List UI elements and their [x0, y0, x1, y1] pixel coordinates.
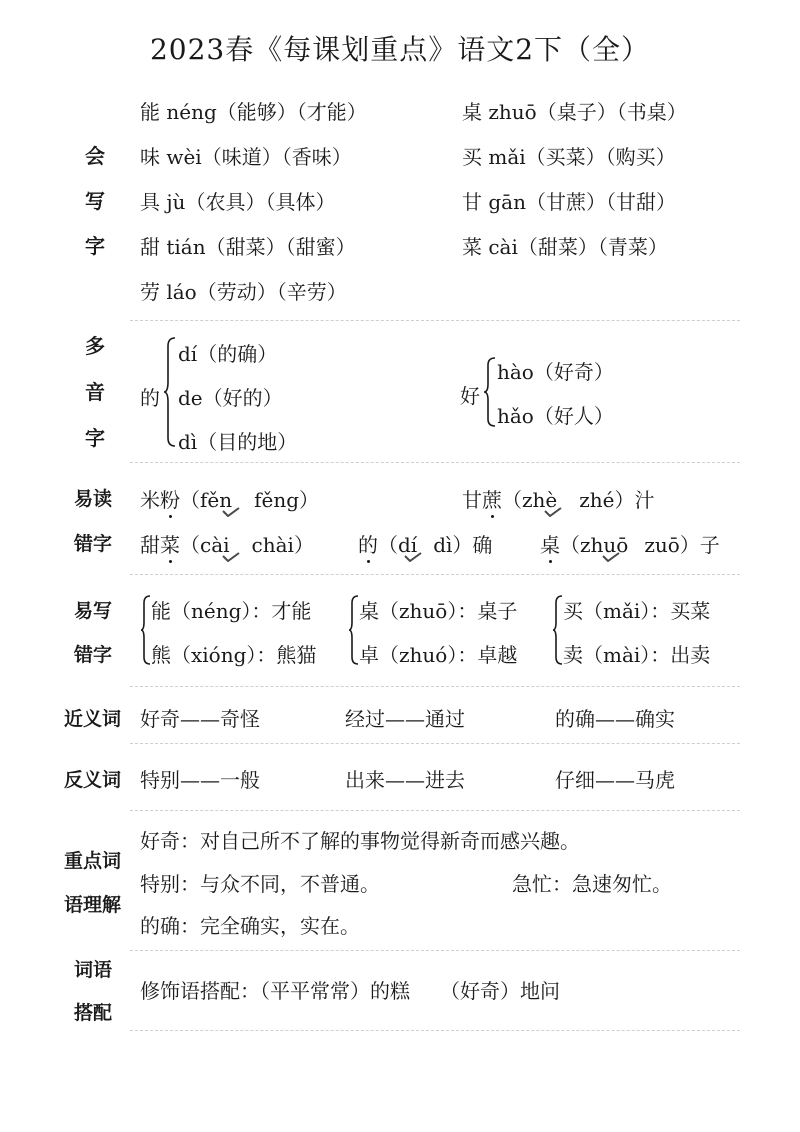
miswrite-item: 熊（xióng）：熊猫	[151, 643, 317, 667]
word-item: 劳 láo（劳动）（辛劳）	[140, 280, 347, 304]
synonym-pair: 的确——确实	[555, 707, 675, 731]
checkmark-icon	[222, 507, 240, 517]
section-label-yixie: 易写	[74, 600, 113, 622]
correct-reading: zhuō	[580, 533, 629, 557]
word-item: 能 néng（能够）（才能）	[140, 100, 367, 124]
section-label-collocation2: 搭配	[74, 1002, 113, 1024]
definition-line: 好奇：对自己所不了解的事物觉得新奇而感兴趣。	[140, 829, 580, 853]
section-label-synonyms: 近义词	[64, 708, 122, 730]
definition-line: 特别：与众不同，不普通。	[140, 872, 380, 896]
synonym-pair: 好奇——奇怪	[140, 707, 260, 731]
miswrite-item: 卓（zhuó）：卓越	[359, 643, 518, 667]
word-item: 甘 gān（甘蔗）（甘甜）	[462, 190, 676, 214]
word-item: 买 mǎi（买菜）（购买）	[462, 145, 676, 169]
definition-line: 的确：完全确实，实在。	[140, 914, 360, 938]
section-label-duo: 多	[85, 334, 105, 358]
section-divider	[130, 320, 740, 321]
section-divider	[130, 686, 740, 687]
section-label-yin: 音	[85, 380, 105, 404]
antonym-pair: 仔细——马虎	[555, 768, 675, 792]
miswrite-item: 桌（zhuō）：桌子	[359, 599, 518, 623]
wrong-reading: zhé	[579, 488, 615, 512]
brace-icon	[483, 356, 497, 428]
section-divider	[130, 462, 740, 463]
misread-item: 甘蔗（zhè zhé）汁	[462, 484, 655, 513]
checkmark-icon	[544, 507, 562, 517]
page-title: 2023春《每课划重点》语文2下（全）	[149, 33, 651, 66]
brace-icon	[163, 336, 177, 448]
misread-item: 的（dí dì）确	[358, 529, 492, 558]
section-label-cuozi: 错字	[74, 533, 113, 555]
section-label-keywords: 重点词	[64, 850, 122, 872]
misread-item: 米粉（fěn fěng）	[140, 484, 319, 513]
word-item: 味 wèi（味道）（香味）	[140, 145, 352, 169]
word-item: 具 jù（农具）（具体）	[140, 190, 336, 214]
section-label-zi: 字	[85, 234, 105, 258]
section-divider	[130, 574, 740, 575]
polyphone-reading: hǎo（好人）	[497, 404, 614, 428]
polyphone-reading: hào（好奇）	[497, 360, 614, 384]
misread-item: 甜菜（cài chài）	[140, 529, 314, 558]
miswrite-item: 买（mǎi）：买菜	[563, 599, 711, 623]
section-divider	[130, 743, 740, 744]
antonym-pair: 出来——进去	[345, 768, 465, 792]
word-item: 甜 tián（甜菜）（甜蜜）	[140, 235, 356, 259]
correct-reading: cài	[200, 533, 230, 557]
section-label-collocation: 词语	[74, 959, 113, 981]
miswrite-item: 能（néng）：才能	[151, 599, 312, 623]
section-label-zi2: 字	[85, 426, 105, 450]
word-item: 桌 zhuō（桌子）（书桌）	[462, 100, 687, 124]
checkmark-icon	[404, 552, 422, 562]
collocation-line: 修饰语搭配：（平平常常）的糕 （好奇）地问	[140, 979, 560, 1003]
wrong-reading: dì	[433, 533, 453, 557]
section-label-antonyms: 反义词	[64, 769, 122, 791]
polyphone-char: 的	[140, 386, 160, 410]
correct-reading: dí	[398, 533, 418, 557]
polyphone-reading: de（好的）	[178, 386, 283, 410]
wrong-reading: chài	[251, 533, 294, 557]
section-label-cuozi2: 错字	[74, 644, 113, 666]
miswrite-item: 卖（mài）：出卖	[563, 643, 711, 667]
word-item: 菜 cài（甜菜）（青菜）	[462, 235, 668, 259]
section-divider	[130, 950, 740, 951]
section-label-yidu: 易读	[74, 488, 113, 510]
section-label-hui: 会	[85, 144, 105, 168]
section-divider	[130, 810, 740, 811]
correct-reading: zhè	[522, 488, 558, 512]
synonym-pair: 经过——通过	[345, 707, 465, 731]
misread-item: 桌（zhuō zuō）子	[540, 529, 720, 558]
polyphone-reading: dì（目的地）	[178, 430, 298, 454]
wrong-reading: zuō	[644, 533, 680, 557]
definition-line: 急忙：急速匆忙。	[512, 872, 672, 896]
checkmark-icon	[222, 552, 240, 562]
checkmark-icon	[602, 552, 620, 562]
section-divider	[130, 1030, 740, 1031]
section-label-keywords2: 语理解	[64, 894, 122, 916]
antonym-pair: 特别——一般	[140, 768, 260, 792]
correct-reading: fěn	[200, 488, 233, 512]
wrong-reading: fěng	[254, 488, 300, 512]
polyphone-char: 好	[460, 384, 480, 408]
polyphone-reading: dí（的确）	[178, 342, 278, 366]
section-label-xie: 写	[85, 189, 105, 213]
